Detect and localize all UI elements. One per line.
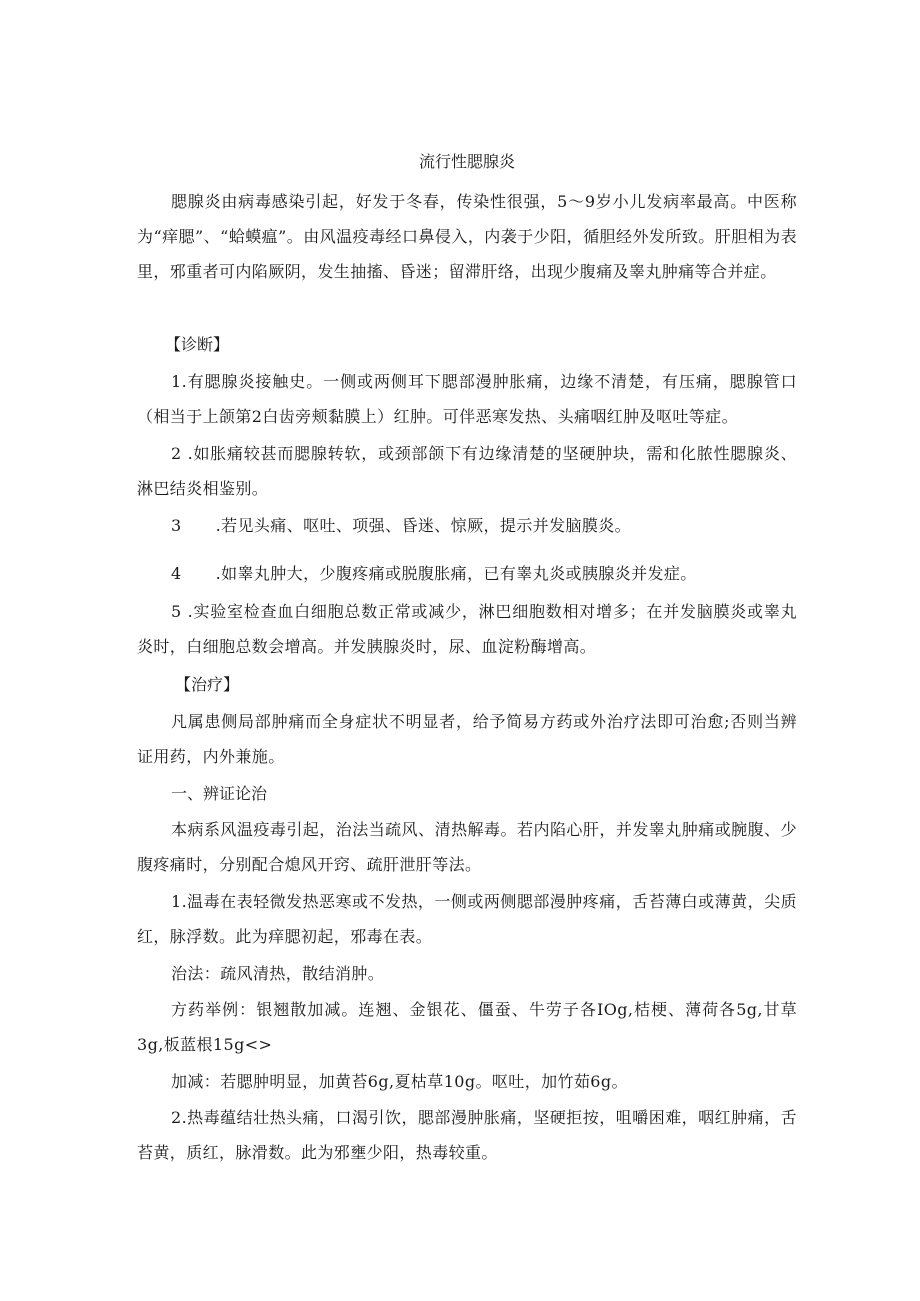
diagnosis-item-text: 有腮腺炎接触史。一侧或两侧耳下腮部漫肿胀痛，边缘不清楚，有压痛，腮腺管口（相当于上颌第2白齿旁颊黏膜上）红肿。可伴恶寒发热、头痛咽红肿及呕吐等症。 (137, 372, 797, 426)
diagnosis-item-number: 3 (171, 516, 182, 535)
document-title: 流行性腮腺炎 (418, 152, 515, 171)
diagnosis-item-number: 1. (171, 372, 188, 391)
case1-recipe: 方药举例：银翘散加减。连翘、金银花、僵蚕、牛劳子各IOg,桔梗、薄荷各5g,甘草3g,板蓝根15g<> (137, 1000, 797, 1054)
diagnosis-item-text: .若见头痛、呕吐、项强、昏迷、惊厥，提示并发脑膜炎。 (215, 516, 632, 535)
diagnosis-item-5 (137, 594, 797, 664)
treatment-intro: 凡属患侧局部肿痛而全身症状不明显者，给予简易方药或外治疗法即可治愈;否则当辨证用药，内外兼施。 (137, 712, 797, 766)
case2-paragraph: 2.热毒蕴结壮热头痛，口渴引饮，腮部漫肿胀痛，坚硬拒按，咀嚼困难，咽红肿痛，舌苔黄，质红，脉滑数。此为邪壅少阳，热毒较重。 (137, 1108, 797, 1162)
diagnosis-item-text: .如胀痛较甚而腮腺转软，或颈部颌下有边缘清楚的坚硬肿块，需和化脓性腮腺炎、淋巴结炎相鉴别。 (137, 444, 797, 498)
treatment-heading: 【治疗】 (175, 675, 240, 694)
intro-paragraph: 腮腺炎由病毒感染引起，好发于冬春，传染性很强，5～9岁小儿发病率最高。中医称为“痒腮”、“蛤蟆瘟”。由风温疫毒经口鼻侵入，内袭于少阳，循胆经外发所致。肝胆相为表里，邪重者可内陷厥阴，发生抽搐、昏迷；留滞肝络，出现少腹痛及睾丸肿痛等合并症。 (137, 192, 797, 281)
case1-modify: 加减：若腮肿明显，加黄苔6g,夏枯草10g。呕吐，加竹茹6g。 (171, 1072, 628, 1091)
diagnosis-item-4 (137, 556, 797, 591)
diagnosis-item-3 (137, 508, 797, 543)
diagnosis-item-text: .实验室检查血白细胞总数正常或减少，淋巴细胞数相对增多；在并发脑膜炎或睾丸炎时，白细胞总数会增高。并发胰腺炎时，尿、血淀粉酶增高。 (137, 602, 797, 656)
diagnosis-item-number: 4 (171, 564, 182, 583)
section1-heading: 一、辨证论治 (171, 784, 268, 803)
diagnosis-item-1 (137, 364, 797, 434)
case1-paragraph: 1.温毒在表轻微发热恶寒或不发热，一侧或两侧腮部漫肿疼痛，舌苔薄白或薄黄，尖质红，脉浮数。此为痒腮初起，邪毒在表。 (137, 892, 797, 946)
diagnosis-item-2 (137, 436, 797, 506)
diagnosis-item-number: 5 (171, 602, 182, 621)
case1-method: 治法：疏风清热，散结消肿。 (171, 964, 385, 983)
section1-intro: 本病系风温疫毒引起，治法当疏风、清热解毒。若内陷心肝，并发睾丸肿痛或腕腹、少腹疼痛时，分别配合熄风开窍、疏肝泄肝等法。 (137, 820, 797, 874)
diagnosis-item-number: 2 (171, 444, 182, 463)
diagnosis-heading: 【诊断】 (165, 335, 230, 354)
diagnosis-item-text: .如睾丸肿大，少腹疼痛或脱腹胀痛，已有睾丸炎或胰腺炎并发症。 (215, 564, 697, 583)
